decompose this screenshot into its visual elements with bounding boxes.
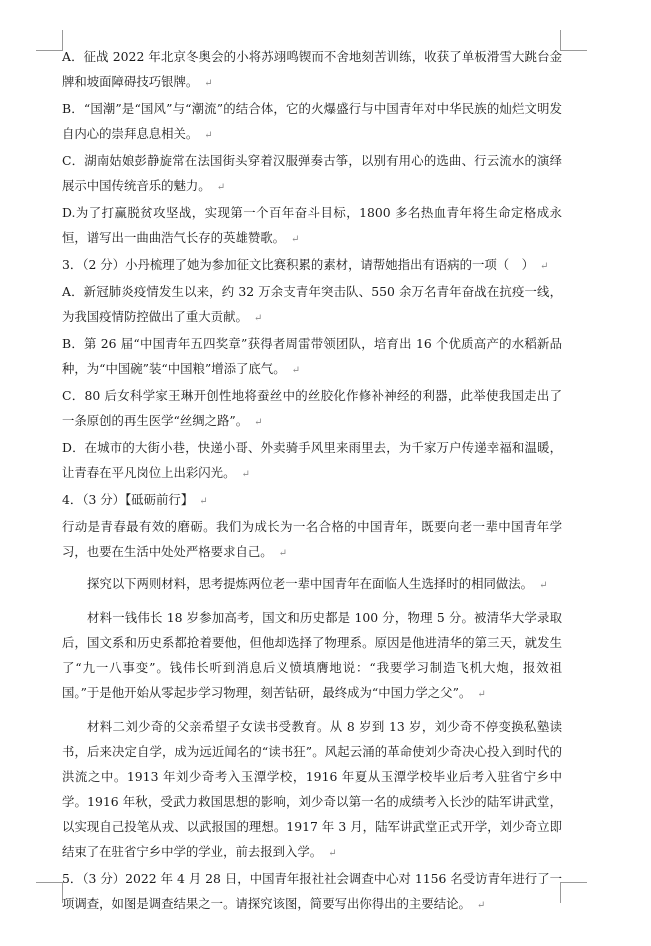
paragraph-mark-icon: ↵ [539, 580, 548, 591]
question-5-stem: 5．（3 分）2022 年 4 月 28 日，中国青年报社社会调查中心对 1156 名受访青年进行了一项调查，如图是调查结果之一。请探究该图，简要写出你得出的主要结论。 ↵ [62, 871, 562, 911]
question-4-intro: 行动是青春最有效的磨砺。我们为成长为一名合格的中国青年，既要向老一辈中国青年学习，也要在生活中处处严格要求自己。 ↵ [62, 519, 562, 559]
paragraph-mark-icon: ↵ [328, 848, 337, 859]
paragraph-mark-icon: ↵ [477, 689, 486, 700]
corner-mark-bottom-left [36, 882, 63, 903]
paragraph-mark-icon: ↵ [278, 548, 288, 559]
paragraph-mark-icon: ↵ [204, 130, 213, 141]
paragraph-mark-icon: ↵ [216, 182, 226, 193]
paragraph-mark-icon: ↵ [199, 496, 208, 507]
paragraph-mark-icon: ↵ [204, 78, 213, 89]
corner-mark-top-right [560, 30, 587, 51]
material-one: 材料一钱伟长 18 岁参加高考，国文和历史都是 100 分，物理 5 分。被清华大学录取后，国文系和历史系都抢着要他，但他却选择了物理系。原因是他进清华的第三天，就发生了“九一八事变”。钱伟长听到消息后义愤填膺地说：“我要学习制造飞机大炮，报效祖国。”于是他开始从零起步学习物理，刻苦钻研，最终成为“中国力学之父”。 ↵ [62, 610, 562, 700]
option-a-q3: A．新冠肺炎疫情发生以来，约 32 万余支青年突击队、550 余万名青年奋战在抗疫一线，为我国疫情防控做出了重大贡献。 ↵ [62, 284, 562, 324]
option-c-q2: C．湖南姑娘彭静旋常在法国街头穿着汉服弹奏古筝，以别有用心的选曲、行云流水的演绎展示中国传统音乐的魅力。 ↵ [62, 153, 562, 193]
option-b-q3: B．第 26 届“中国青年五四奖章”获得者周雷带领团队，培育出 16 个优质高产的水稻新品种，为“中国碗”装“中国粮”增添了底气。 ↵ [62, 336, 562, 376]
paragraph-mark-icon: ↵ [241, 469, 250, 480]
option-d-q2: D.为了打赢脱贫攻坚战，实现第一个百年奋斗目标，1800 多名热血青年将生命定格成永恒，谱写出一曲曲浩气长存的英雄赞歌。 ↵ [62, 205, 562, 245]
paragraph-mark-icon: ↵ [291, 234, 300, 245]
paragraph-mark-icon: ↵ [254, 417, 263, 428]
paragraph-mark-icon: ↵ [539, 261, 549, 272]
option-c-q3: C．80 后女科学家王琳开创性地将蚕丝中的丝胶化作修补神经的利器，此举使我国走出了一条原创的再生医学“丝绸之路”。 ↵ [62, 388, 562, 428]
question-4-task: 探究以下两则材料，思考提炼两位老一辈中国青年在面临人生选择时的相同做法。 ↵ [87, 576, 548, 591]
paragraph-mark-icon: ↵ [253, 313, 263, 324]
question-4-stem: 4．（3 分）【砥砺前行】 ↵ [62, 492, 208, 507]
material-two: 材料二刘少奇的父亲希望子女读书受教育。从 8 岁到 13 岁，刘少奇不停变换私塾读书，后来决定自学，成为远近闻名的“读书狂”。风起云涌的革命使刘少奇决心投入到时代的洪流之中。1913 年刘少奇考入玉潭学校，1916 年夏从玉潭学校毕业后考入驻省宁乡中学。1916 年秋，受武力救国思想的影响，刘少奇以第一名的成绩考入长沙的陆军讲武堂，以实现自己投笔从戎、以武报国的理想。1917 年 3 月，陆军讲武堂正式开学，刘少奇立即结束了在驻省宁乡中学的学业，前去报到入学。 ↵ [62, 719, 562, 859]
document-body [62, 44, 562, 918]
option-d-q3: D．在城市的大街小巷，快递小哥、外卖骑手风里来雨里去，为千家万户传递幸福和温暖，让青春在平凡岗位上出彩闪光。 ↵ [62, 440, 562, 480]
paragraph-mark-icon: ↵ [476, 900, 486, 911]
question-3-stem: 3．（2 分）小丹梳理了她为参加征文比赛积累的素材，请帮她指出有语病的一项（ ） ↵ [62, 257, 549, 272]
option-b-q2: B．“国潮”是“国风”与“潮流”的结合体，它的火爆盛行与中国青年对中华民族的灿烂文明发自内心的崇拜息息相关。 ↵ [62, 101, 562, 141]
option-a-q2: A．征战 2022 年北京冬奥会的小将苏翊鸣锲而不舍地刻苦训练，收获了单板滑雪大跳台金牌和坡面障碍技巧银牌。 ↵ [62, 49, 562, 89]
paragraph-mark-icon: ↵ [291, 365, 300, 376]
corner-mark-bottom-right [560, 882, 587, 903]
corner-mark-top-left [36, 30, 63, 51]
